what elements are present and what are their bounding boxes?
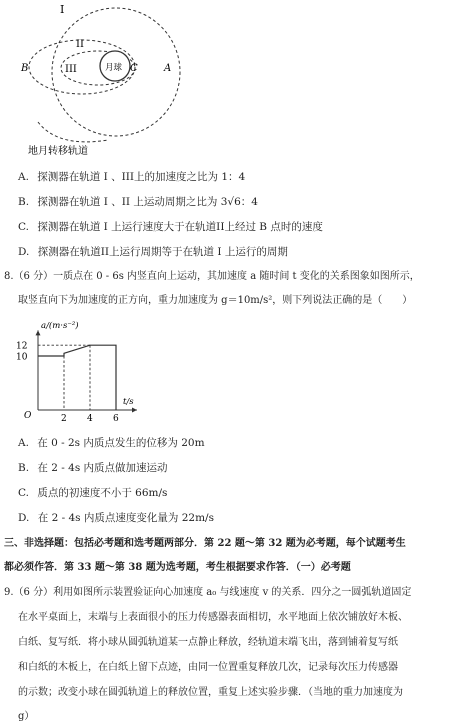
option-text: 质点的初速度不小于 66m/s: [37, 487, 168, 499]
section3-line2: 都必须作答．第 33 题～第 38 题为选考题，考生根据要求作答．（一）必考题: [4, 562, 351, 573]
option-text: 探测器在轨道 I 、II 上运动周期之比为 3√6：4: [37, 196, 258, 208]
section3-line1: 三、非选择题：包括必考题和选考题两部分．第 22 题～第 32 题为必考题，每个试题考生: [4, 538, 406, 549]
label-C: C: [130, 63, 138, 74]
q8-stem-line2: 取竖直向下为加速度的正方向，重力加速度为 g＝10m/s²，则下列说法正确的是（ ）: [18, 295, 413, 306]
x-tick-label: 6: [113, 414, 119, 424]
option-text: 探测器在轨道 I 、III上的加速度之比为 1：4: [37, 171, 246, 183]
option-key: B.: [18, 196, 30, 208]
moon-label: 月球: [105, 63, 123, 73]
q9-line6: g）: [18, 711, 35, 722]
y-axis-arrow: [36, 330, 41, 335]
transfer-orbit: [38, 122, 108, 142]
option-key: D.: [18, 246, 30, 258]
option-text: 探测器在轨道 I 上运行速度大于在轨道II上经过 B 点时的速度: [37, 221, 323, 233]
option-key: A.: [18, 437, 29, 449]
q8-stem-line1: 8.（6 分）一质点在 0 - 6s 内竖直向上运动，其加速度 a 随时间 t 变化的关系图象如图所示，: [4, 271, 420, 282]
q9-line1: 9.（6 分）利用如图所示装置验证向心加速度 a₀ 与线速度 v 的关系．四分之一圆弧轨道固定: [4, 587, 412, 598]
option-text: 在 2 - 4s 内质点做加速运动: [37, 462, 168, 474]
q9-line5: 的示数；改变小球在圆弧轨道上的释放位置，重复上述实验步骤．（当地的重力加速度为: [18, 687, 403, 698]
option-key: D.: [18, 512, 30, 524]
q7-option-b: [18, 196, 258, 209]
q7-option-a: [18, 171, 245, 184]
x-tick-label: 4: [87, 414, 93, 424]
x-axis-arrow: [132, 408, 137, 413]
orbit-caption: 地月转移轨道: [28, 146, 88, 157]
origin-label: O: [24, 411, 32, 421]
option-key: C.: [18, 487, 29, 499]
q9-line3: 白纸、复写纸．将小球从圆弧轨道某一点静止释放，经轨道末端飞出，落到铺着复写纸: [18, 637, 398, 648]
label-B: B: [21, 63, 29, 74]
option-key: C.: [18, 221, 29, 233]
q9-line2: 在水平桌面上，末端与上表面很小的压力传感器表面相切，水平地面上依次铺放好木板、: [18, 612, 408, 623]
series-line: [38, 345, 116, 410]
option-key: B.: [18, 462, 30, 474]
label-I: I: [60, 3, 65, 16]
option-text: 在 2 - 4s 内质点速度变化量为 22m/s: [37, 512, 214, 524]
label-A: A: [164, 63, 172, 74]
q8-option-d: [18, 512, 214, 525]
option-key: A.: [18, 171, 29, 183]
q8-option-a: [18, 437, 205, 450]
x-axis-label: t/s: [123, 397, 134, 407]
x-tick-label: 2: [61, 414, 67, 424]
label-II: II: [76, 39, 84, 50]
q8-option-c: [18, 487, 167, 500]
option-text: 在 0 - 2s 内质点发生的位移为 20m: [37, 437, 205, 449]
q8-option-b: [18, 462, 168, 475]
q7-option-c: [18, 221, 323, 234]
y-axis-label: a/(m·s⁻²): [41, 321, 79, 331]
option-text: 探测器在轨道II上运行周期等于在轨道 I 上运行的周期: [37, 246, 288, 258]
q7-option-d: [18, 246, 288, 259]
y-tick-label: 12: [16, 341, 28, 352]
acceleration-time-chart: [14, 318, 144, 430]
orbit-diagram: [18, 0, 188, 160]
y-tick-label: 10: [16, 352, 28, 363]
q9-line4: 和白纸的木板上，在白纸上留下点迹，由同一位置重复释放几次，记录每次压力传感器: [18, 662, 398, 673]
label-III: III: [65, 64, 77, 75]
